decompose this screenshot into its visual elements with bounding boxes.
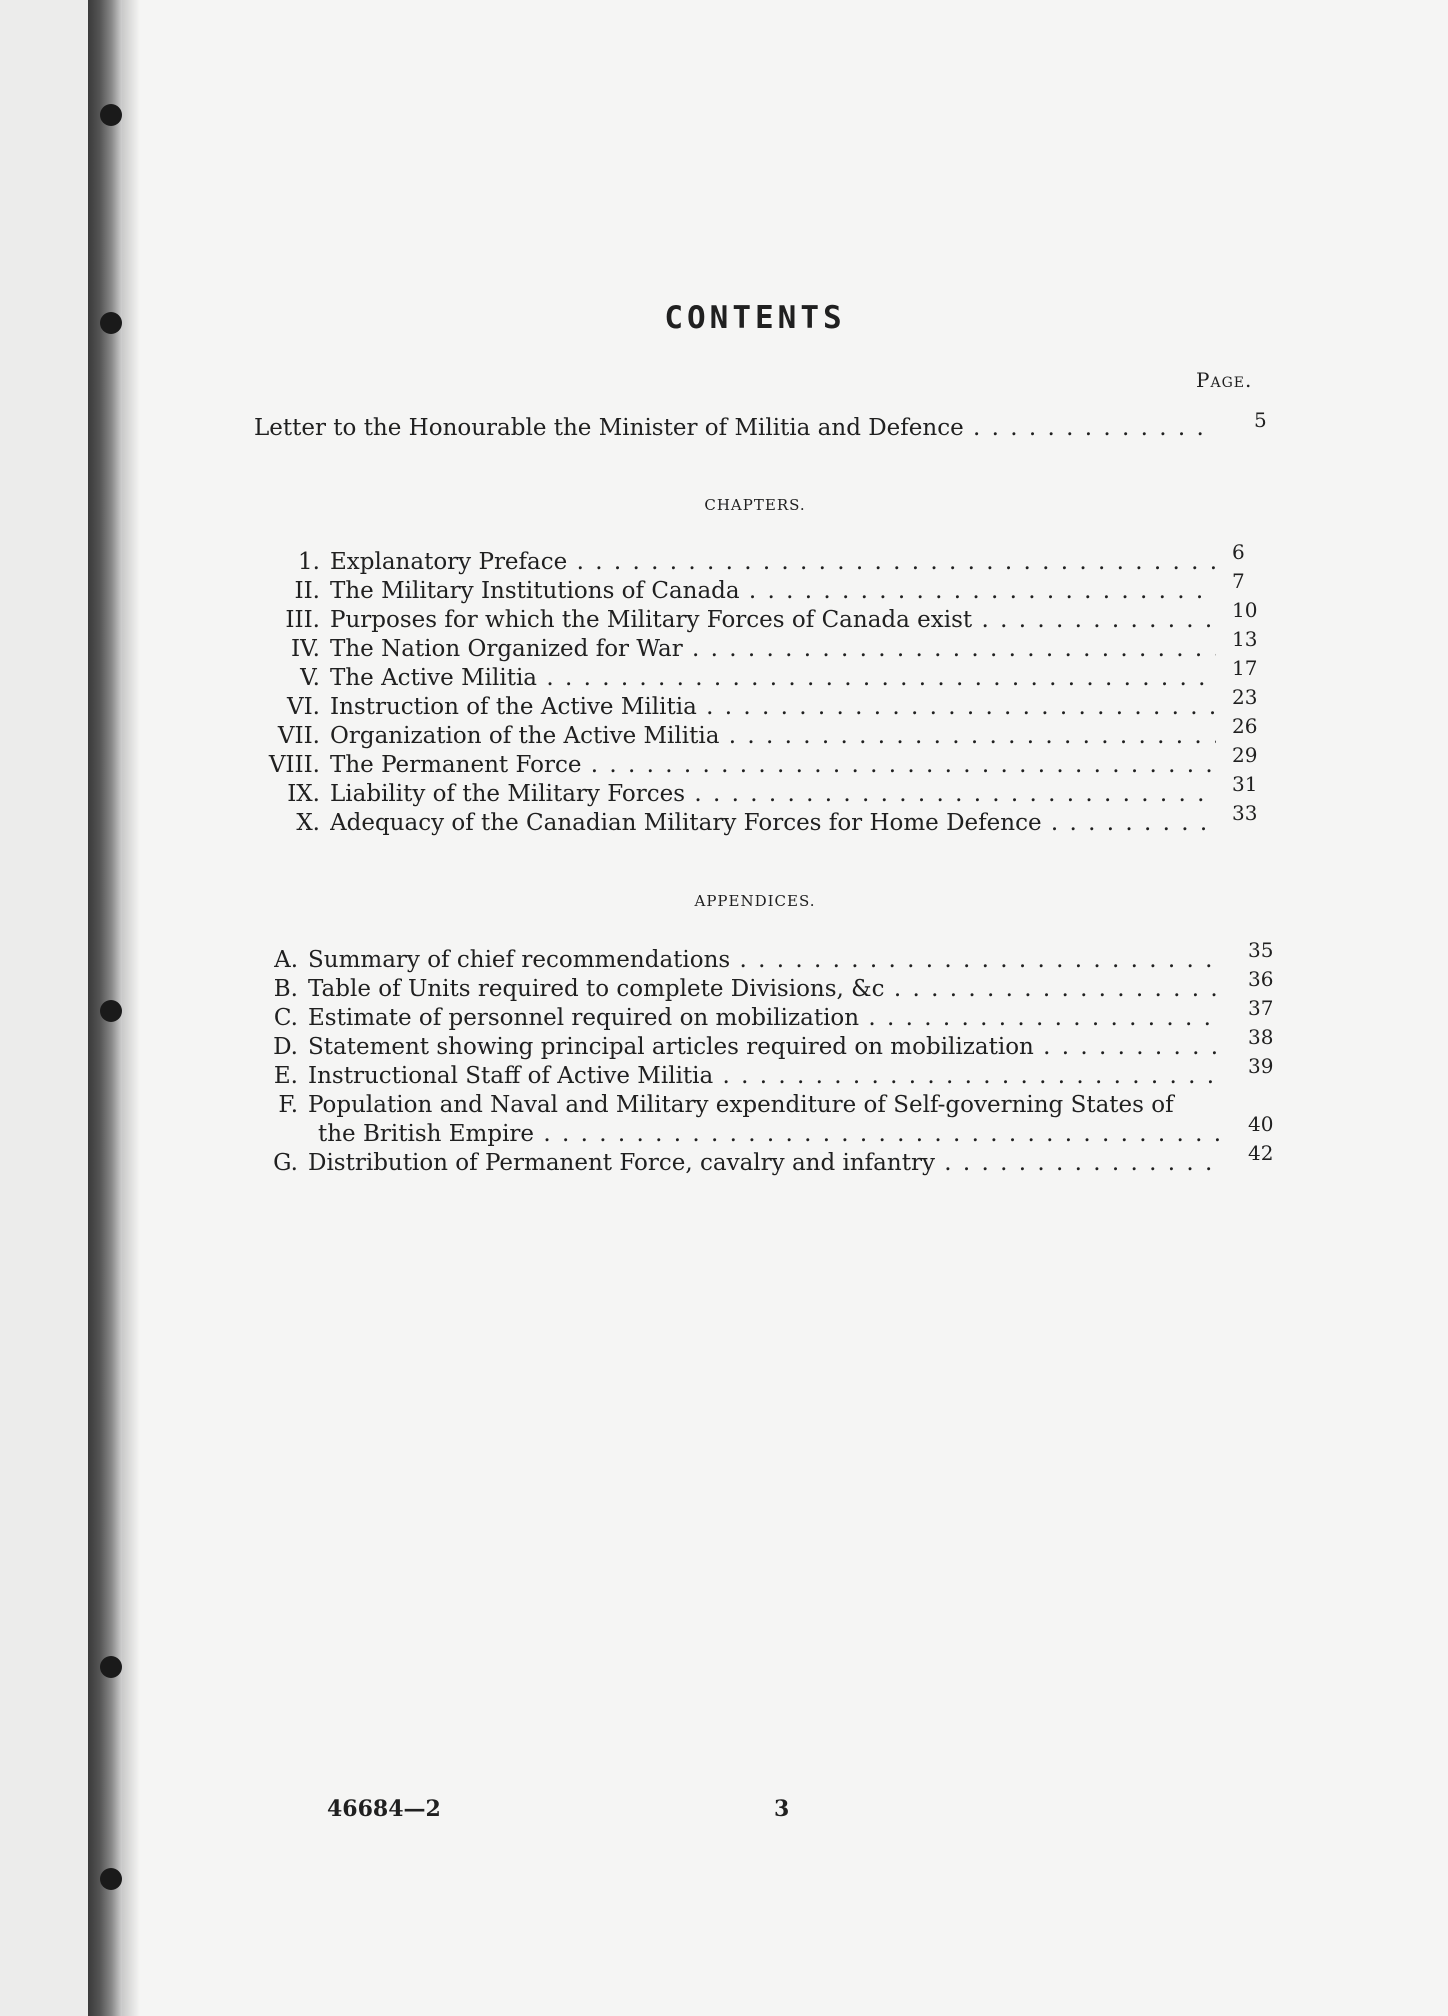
chapter-number: VII. (277, 723, 320, 749)
toc-entry[interactable] (240, 540, 1245, 576)
chapter-number: VIII. (268, 752, 320, 778)
staple-mark (100, 1000, 122, 1022)
chapter-number: VI. (286, 694, 320, 720)
toc-entry-title: Organization of the Active Militia . . . (330, 722, 1216, 750)
toc-entry-wrapped[interactable] (258, 1091, 1174, 1119)
toc-entry-page: 23 (1232, 685, 1258, 709)
toc-entry-title: Adequacy of the Canadian Military Forces for Home Defence . . . (330, 809, 1216, 837)
toc-entry-page: 33 (1232, 801, 1258, 825)
toc-entry-page: 37 (1248, 996, 1274, 1020)
chapters-heading: CHAPTERS. (704, 496, 806, 514)
toc-entry-title-continued: the British Empire . . . (318, 1120, 1222, 1148)
toc-entry-title: Distribution of Permanent Force, cavalry and infantry . . . (308, 1149, 1222, 1177)
toc-entry-page: 31 (1232, 772, 1258, 796)
chapter-number: II. (294, 578, 320, 604)
toc-entry-title: Instructional Staff of Active Militia . . . (308, 1062, 1222, 1090)
toc-entry[interactable] (240, 772, 1258, 808)
toc-entry-page: 5 (1254, 408, 1267, 432)
toc-entry[interactable] (240, 685, 1258, 721)
toc-entry-page: 6 (1232, 540, 1245, 564)
chapter-number: IV. (291, 636, 320, 662)
toc-entry-title: Statement showing principal articles required on mobilization . . . (308, 1033, 1222, 1061)
chapter-number: III. (285, 607, 320, 633)
staple-mark (100, 1868, 122, 1890)
toc-entry-title: The Nation Organized for War . . . (330, 635, 1216, 663)
toc-entry-page: 10 (1232, 598, 1258, 622)
print-code: 46684—2 (327, 1796, 441, 1822)
toc-entry-title: The Military Institutions of Canada . . . (330, 577, 1216, 605)
appendix-letter: B. (273, 976, 298, 1002)
toc-entry-page: 29 (1232, 743, 1258, 767)
toc-entry-title: Estimate of personnel required on mobilization . . . (308, 1004, 1222, 1032)
toc-entry-page: 40 (1248, 1112, 1274, 1136)
appendix-letter: F. (278, 1092, 298, 1118)
appendix-letter: A. (274, 947, 298, 973)
toc-entry-continuation[interactable] (318, 1112, 1274, 1148)
appendices-heading: APPENDICES. (694, 892, 816, 910)
page-column-header: Page. (1196, 368, 1253, 392)
toc-entry-page: 39 (1248, 1054, 1274, 1078)
toc-entry-page: 13 (1232, 627, 1258, 651)
toc-entry[interactable] (258, 1025, 1274, 1061)
appendix-letter: E. (273, 1063, 298, 1089)
chapter-number: V. (300, 665, 320, 691)
toc-entry-page: 38 (1248, 1025, 1274, 1049)
toc-entry-title: Explanatory Preface . . . (330, 548, 1216, 576)
appendix-letter: G. (273, 1150, 298, 1176)
staple-mark (100, 1656, 122, 1678)
toc-entry[interactable] (240, 743, 1258, 779)
page-number: 3 (774, 1796, 790, 1822)
toc-entry-page: 36 (1248, 967, 1274, 991)
toc-entry[interactable] (240, 801, 1258, 837)
toc-entry[interactable] (258, 996, 1274, 1032)
toc-entry[interactable] (258, 938, 1274, 974)
toc-entry-page: 7 (1232, 569, 1245, 593)
toc-entry[interactable] (258, 1054, 1274, 1090)
appendix-letter: C. (273, 1005, 298, 1031)
toc-entry-title: Instruction of the Active Militia . . . (330, 693, 1216, 721)
toc-entry[interactable] (240, 714, 1258, 750)
toc-entry-page: 17 (1232, 656, 1258, 680)
appendix-letter: D. (273, 1034, 298, 1060)
toc-entry-title: Table of Units required to complete Divisions, &c . . . (308, 975, 1222, 1003)
toc-entry-title: The Permanent Force . . . (330, 751, 1216, 779)
toc-entry-title: The Active Militia . . . (330, 664, 1216, 692)
toc-entry[interactable] (240, 569, 1245, 605)
toc-entry-page: 42 (1248, 1141, 1274, 1165)
toc-entry-title: Population and Naval and Military expenditure of Self-governing States of (308, 1092, 1174, 1118)
toc-entry[interactable] (258, 967, 1274, 1003)
staple-mark (100, 104, 122, 126)
toc-entry[interactable] (240, 627, 1258, 663)
toc-entry-title: Purposes for which the Military Forces of Canada exist . . . (330, 606, 1216, 634)
toc-entry[interactable] (258, 1141, 1274, 1177)
toc-entry-title: Summary of chief recommendations . . . (308, 946, 1222, 974)
toc-entry-letter[interactable] (254, 408, 1267, 442)
toc-entry-page: 35 (1248, 938, 1274, 962)
page-title: CONTENTS (664, 300, 846, 336)
chapter-number: X. (296, 810, 320, 836)
toc-entry-title: Letter to the Honourable the Minister of Militia and Defence . . . (254, 414, 1214, 442)
toc-entry[interactable] (240, 598, 1258, 634)
toc-entry[interactable] (240, 656, 1258, 692)
toc-entry-page: 26 (1232, 714, 1258, 738)
toc-entry-title: Liability of the Military Forces . . . (330, 780, 1216, 808)
chapter-number: 1. (298, 549, 320, 575)
chapter-number: IX. (287, 781, 320, 807)
